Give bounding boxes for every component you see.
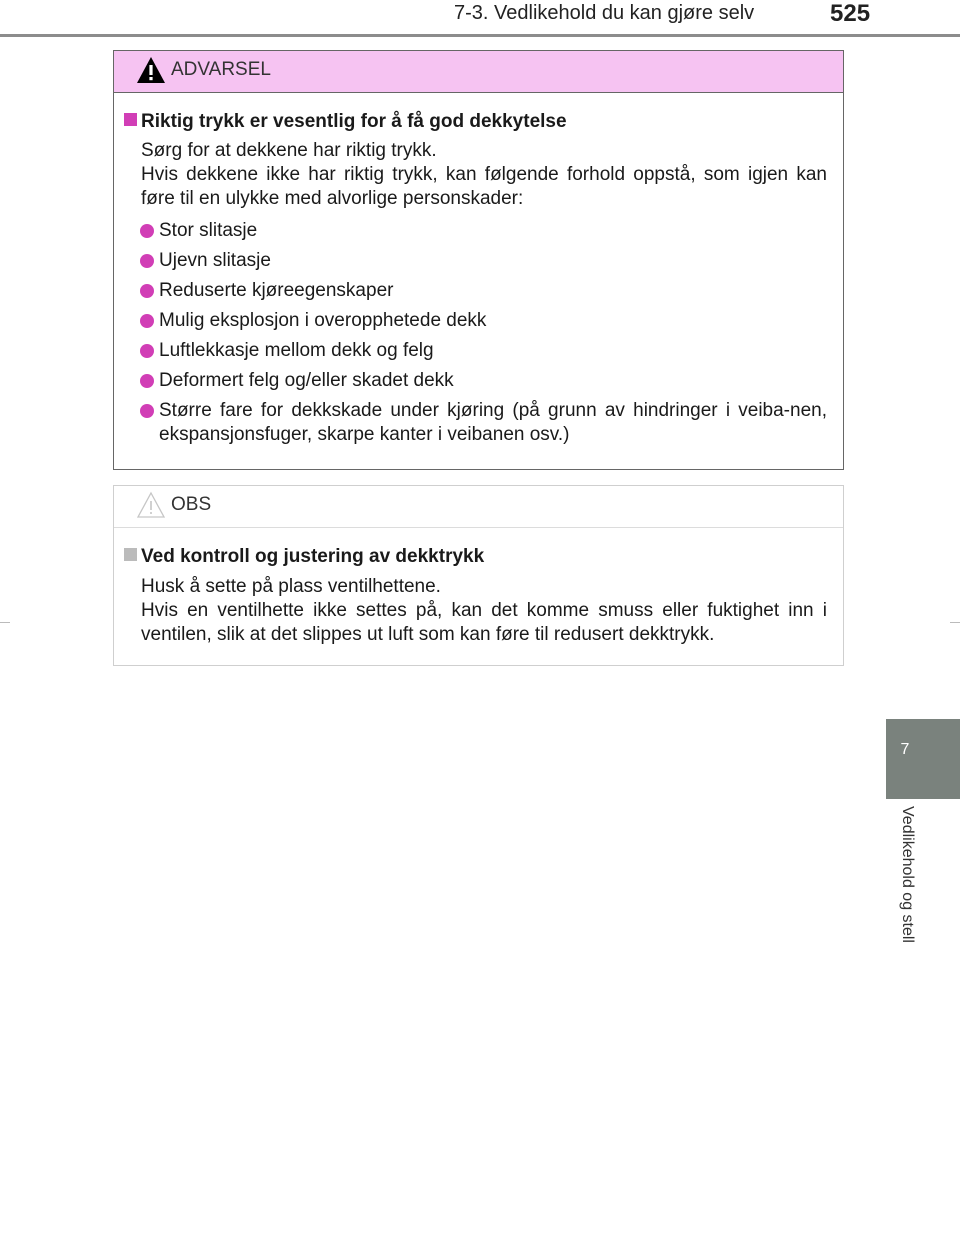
list-item: [140, 399, 827, 447]
notice-paragraph-line: Hvis en ventilhette ikke settes på, kan det komme smuss eller fuktighet inn i ventilen, slik at det slippes ut luft som kan føre til redusert dekktrykk.: [141, 600, 827, 645]
chapter-tab[interactable]: [886, 719, 960, 799]
circle-bullet-icon: [140, 224, 154, 238]
page-number: 525: [830, 0, 871, 27]
square-bullet-icon: [124, 113, 137, 126]
chapter-label: [898, 806, 922, 986]
square-bullet-icon: [124, 548, 137, 561]
circle-bullet-icon: [140, 404, 154, 418]
list-item: [140, 309, 827, 333]
notice-paragraph-line: Husk å sette på plass ventilhettene.: [141, 576, 441, 597]
list-item-text: Mulig eksplosjon i overopphetede dekk: [159, 310, 487, 331]
list-item: [140, 339, 827, 363]
notice-paragraph: [141, 575, 827, 647]
warning-header: [114, 51, 843, 93]
notice-title-text: Ved kontroll og justering av dekktrykk: [141, 546, 485, 567]
warning-triangle-icon: [136, 56, 166, 84]
header-rule: [0, 34, 960, 37]
circle-bullet-icon: [140, 254, 154, 268]
circle-bullet-icon: [140, 344, 154, 358]
section-header: 7-3. Vedlikehold du kan gjøre selv: [454, 2, 755, 24]
warning-bullet-list: [140, 219, 827, 447]
crop-mark-right: [950, 622, 960, 623]
list-item-text: Større fare for dekkskade under kjøring (på grunn av hindringer i veiba-nen, ekspansjonsfuger, skarpe kanter i veibanen osv.): [159, 400, 827, 445]
warning-section-title: [124, 110, 843, 134]
warning-paragraph-line: Sørg for at dekkene har riktig trykk.: [141, 140, 437, 161]
crop-mark-left: [0, 622, 10, 623]
notice-header: [114, 486, 843, 528]
list-item-text: Ujevn slitasje: [159, 250, 271, 271]
notice-label: OBS: [171, 494, 212, 515]
circle-bullet-icon: [140, 314, 154, 328]
circle-bullet-icon: [140, 284, 154, 298]
list-item: [140, 279, 827, 303]
warning-box: [113, 50, 844, 470]
list-item-text: Reduserte kjøreegenskaper: [159, 280, 394, 301]
chapter-number: 7: [900, 741, 910, 758]
list-item: [140, 219, 827, 243]
notice-box: [113, 485, 844, 666]
warning-paragraph: [141, 139, 827, 211]
warning-paragraph-line: Hvis dekkene ikke har riktig trykk, kan følgende forhold oppstå, som igjen kan føre til en ulykke med alvorlige personskader:: [141, 164, 827, 209]
list-item: [140, 249, 827, 273]
warning-title-text: Riktig trykk er vesentlig for å få god dekkytelse: [141, 111, 567, 132]
list-item-text: Stor slitasje: [159, 220, 258, 241]
warning-label: ADVARSEL: [171, 59, 271, 80]
caution-triangle-icon: [136, 491, 166, 519]
chapter-label-text: Vedlikehold og stell: [899, 806, 916, 943]
notice-section-title: [124, 545, 843, 569]
list-item: [140, 369, 827, 393]
list-item-text: Luftlekkasje mellom dekk og felg: [159, 340, 434, 361]
list-item-text: Deformert felg og/eller skadet dekk: [159, 370, 454, 391]
circle-bullet-icon: [140, 374, 154, 388]
